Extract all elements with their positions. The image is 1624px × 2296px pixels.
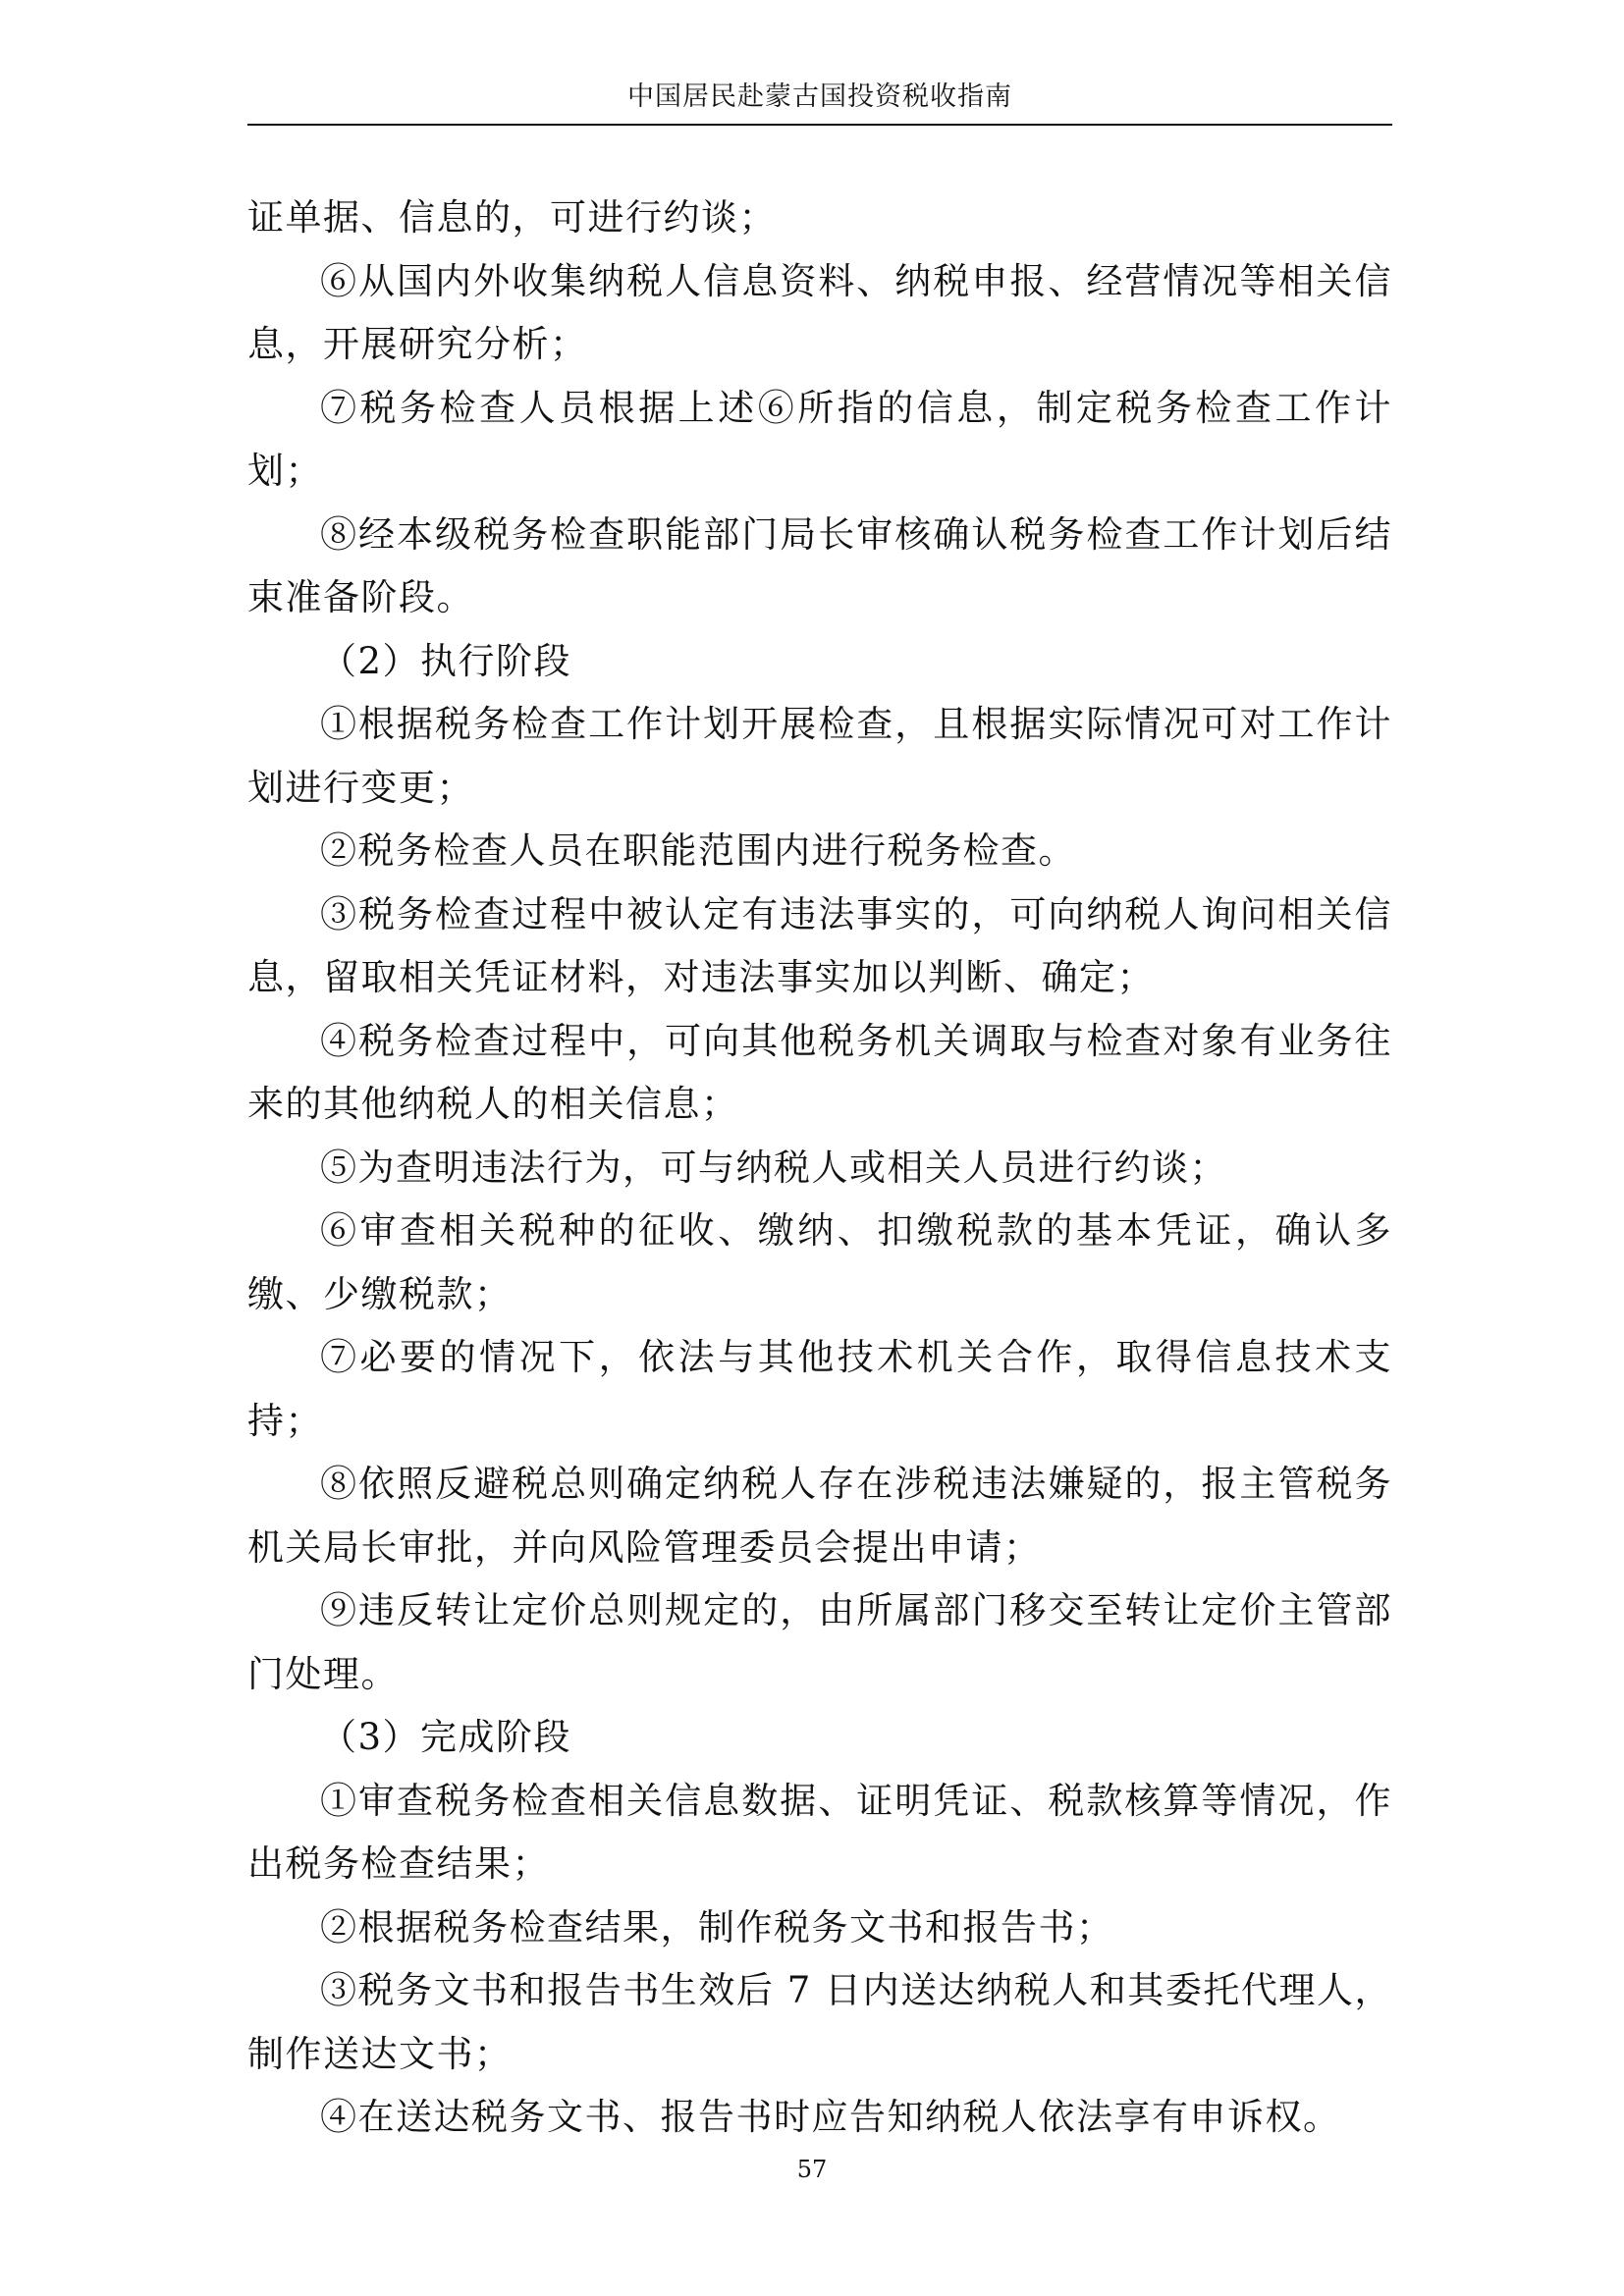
paragraph: ⑨违反转让定价总则规定的，由所属部门移交至转让定价主管部门处理。 [247,1589,1392,1695]
paragraph: ④在送达税务文书、报告书时应告知纳税人依法享有申诉权。 [320,2096,1341,2138]
paragraph: ⑥从国内外收集纳税人信息资料、纳税申报、经营情况等相关信息，开展研究分析； [247,259,1392,365]
paragraph: ⑦必要的情况下，依法与其他技术机关合作，取得信息技术支持； [247,1336,1392,1442]
paragraph: ⑥审查相关税种的征收、缴纳、扣缴税款的基本凭证，确认多缴、少缴税款； [247,1209,1392,1315]
paragraph: ②根据税务检查结果，制作税务文书和报告书； [320,1905,1114,1949]
document-body [247,187,1392,2150]
paragraph: 证单据、信息的，可进行约谈； [247,196,777,239]
paragraph: ⑤为查明违法行为，可与纳税人或相关人员进行约谈； [320,1146,1227,1189]
paragraph: ②税务检查人员在职能范围内进行税务检查。 [320,829,1076,872]
paragraph: ⑧经本级税务检查职能部门局长审核确认税务检查工作计划后结束准备阶段。 [247,512,1392,618]
paragraph: ⑧依照反避税总则确定纳税人存在涉税违法嫌疑的，报主管税务机关局长审批，并向风险管理委员会提出申请； [247,1463,1392,1569]
paragraph: ③税务文书和报告书生效后 7 日内送达纳税人和其委托代理人，制作送达文书； [247,1969,1392,2075]
paragraph: ④税务检查过程中，可向其他税务机关调取与检查对象有业务往来的其他纳税人的相关信息； [247,1019,1392,1125]
page-number: 57 [796,2156,828,2183]
section-heading: （2）执行阶段 [320,639,572,682]
paragraph: ①审查税务检查相关信息数据、证明凭证、税款核算等情况，作出税务检查结果； [247,1779,1392,1885]
page-header-title: 中国居民赴蒙古国投资税收指南 [627,81,1012,112]
section-heading: （3）完成阶段 [320,1716,572,1758]
paragraph: ③税务检查过程中被认定有违法事实的，可向纳税人询问相关信息，留取相关凭证材料，对违法事实加以判断、确定； [247,892,1392,998]
paragraph: ⑦税务检查人员根据上述⑥所指的信息，制定税务检查工作计划； [247,386,1392,492]
paragraph: ①根据税务检查工作计划开展检查，且根据实际情况可对工作计划进行变更； [247,703,1392,809]
header-divider [247,124,1392,126]
